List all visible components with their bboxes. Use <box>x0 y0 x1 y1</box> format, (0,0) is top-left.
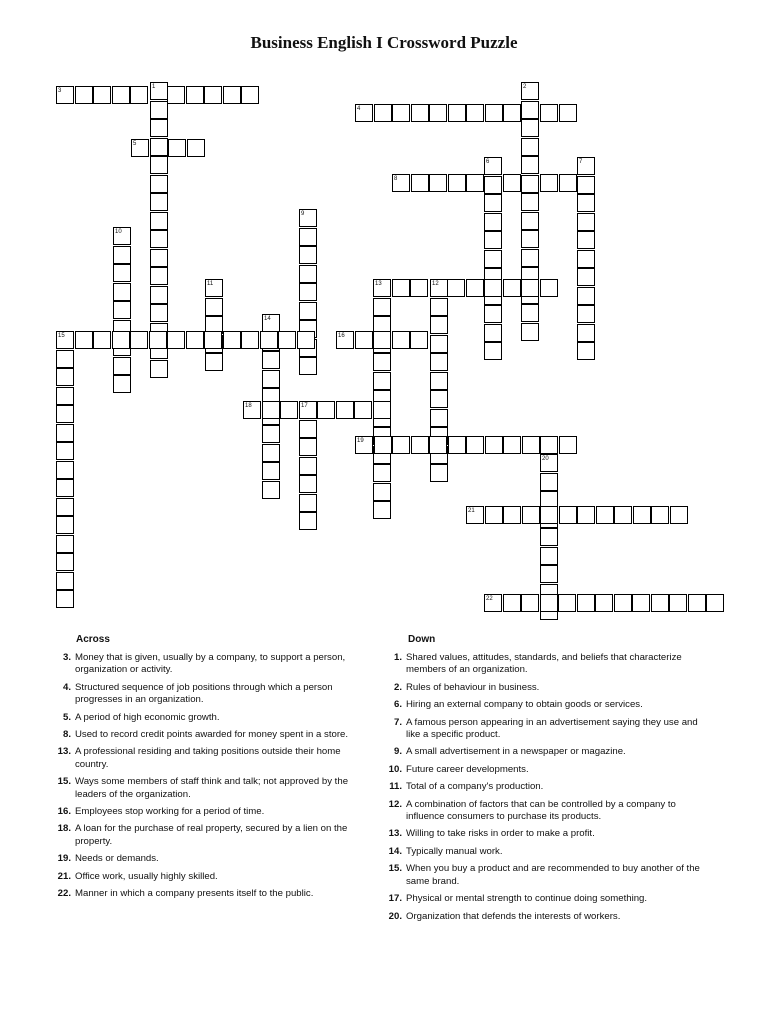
grid-cell[interactable] <box>299 512 317 530</box>
grid-cell[interactable] <box>56 442 74 460</box>
grid-number: 17 <box>301 403 308 409</box>
grid-cell[interactable] <box>540 528 558 546</box>
grid-cell[interactable] <box>558 594 576 612</box>
grid-cell[interactable] <box>56 461 74 479</box>
grid-cell[interactable] <box>223 331 241 349</box>
grid-cell[interactable] <box>167 86 185 104</box>
grid-number: 1 <box>152 84 156 90</box>
clue-text: A period of high economic growth. <box>75 711 220 723</box>
grid-cell[interactable] <box>297 331 315 349</box>
down-clue <box>378 863 704 888</box>
grid-cell[interactable] <box>466 174 484 192</box>
grid-cell[interactable] <box>150 212 168 230</box>
across-heading: Across <box>76 634 110 645</box>
grid-cell[interactable] <box>113 357 131 375</box>
grid-cell[interactable] <box>430 353 448 371</box>
down-clue-list <box>378 652 704 928</box>
grid-cell[interactable] <box>56 479 74 497</box>
grid-cell[interactable] <box>577 342 595 360</box>
grid-cell[interactable] <box>540 594 558 612</box>
across-clue <box>47 652 357 677</box>
grid-cell[interactable] <box>521 156 539 174</box>
grid-cell[interactable] <box>429 104 447 122</box>
grid-cell[interactable] <box>262 462 280 480</box>
grid-cell[interactable] <box>540 506 558 524</box>
grid-cell[interactable] <box>373 298 391 316</box>
across-clue <box>47 871 357 883</box>
grid-cell[interactable] <box>112 86 130 104</box>
grid-cell[interactable] <box>485 436 503 454</box>
grid-cell[interactable] <box>614 594 632 612</box>
clue-text: A professional residing and taking positions outside their home country. <box>75 746 341 770</box>
grid-cell[interactable] <box>466 279 484 297</box>
clue-number: 5. <box>62 711 71 723</box>
grid-cell[interactable] <box>633 506 651 524</box>
grid-cell[interactable] <box>430 390 448 408</box>
grid-cell[interactable] <box>540 547 558 565</box>
grid-cell[interactable] <box>354 401 372 419</box>
grid-cell[interactable] <box>262 425 280 443</box>
clue-number: 15. <box>57 776 71 788</box>
grid-cell[interactable] <box>540 104 558 122</box>
across-clue <box>47 806 357 818</box>
grid-cell[interactable] <box>150 156 168 174</box>
down-clue <box>378 911 704 923</box>
grid-cell[interactable] <box>521 323 539 341</box>
grid-number: 5 <box>133 141 137 147</box>
grid-cell[interactable] <box>150 286 168 304</box>
clue-number: 13. <box>57 746 71 758</box>
grid-cell[interactable] <box>484 305 502 323</box>
grid-cell[interactable] <box>56 572 74 590</box>
clue-number: 21. <box>57 870 71 882</box>
grid-cell[interactable] <box>241 331 259 349</box>
grid-cell[interactable] <box>262 444 280 462</box>
grid-cell[interactable] <box>374 436 392 454</box>
clue-text: When you buy a product and are recommended to buy another of the same brand. <box>406 863 700 887</box>
grid-cell[interactable] <box>299 494 317 512</box>
grid-cell[interactable] <box>56 350 74 368</box>
grid-cell[interactable] <box>540 436 558 454</box>
grid-cell[interactable] <box>430 316 448 334</box>
grid-number: 21 <box>468 508 475 514</box>
grid-cell[interactable] <box>373 401 391 419</box>
grid-cell[interactable] <box>485 104 503 122</box>
grid-cell[interactable] <box>150 249 168 267</box>
grid-cell[interactable] <box>521 175 539 193</box>
grid-cell[interactable] <box>392 331 410 349</box>
grid-number: 14 <box>264 316 271 322</box>
grid-cell[interactable] <box>373 464 391 482</box>
grid-number: 16 <box>338 333 345 339</box>
across-clue-list <box>47 652 357 906</box>
grid-cell[interactable] <box>113 264 131 282</box>
grid-cell[interactable] <box>521 279 539 297</box>
grid-cell[interactable] <box>521 594 539 612</box>
grid-cell[interactable] <box>466 104 484 122</box>
down-clue <box>378 799 704 824</box>
clue-number: 1. <box>393 652 402 663</box>
grid-cell[interactable] <box>262 401 280 419</box>
grid-cell[interactable] <box>299 475 317 493</box>
grid-cell[interactable] <box>56 553 74 571</box>
grid-number: 19 <box>357 438 364 444</box>
grid-number: 11 <box>207 281 214 287</box>
grid-cell[interactable] <box>577 250 595 268</box>
down-clue <box>378 828 704 840</box>
clue-text: Rules of behaviour in business. <box>406 681 540 693</box>
across-clue <box>47 682 357 707</box>
grid-number: 8 <box>394 176 398 182</box>
grid-cell[interactable] <box>577 268 595 286</box>
grid-cell[interactable] <box>262 370 280 388</box>
grid-cell[interactable] <box>577 506 595 524</box>
grid-cell[interactable] <box>448 104 466 122</box>
clue-number: 15. <box>388 863 402 875</box>
clue-text: Organization that defends the interests of workers. <box>406 910 621 922</box>
grid-number: 6 <box>486 159 490 165</box>
grid-cell[interactable] <box>56 405 74 423</box>
grid-cell[interactable] <box>56 424 74 442</box>
grid-cell[interactable] <box>373 483 391 501</box>
grid-cell[interactable] <box>204 331 222 349</box>
clue-number: 9. <box>393 746 402 758</box>
grid-cell[interactable] <box>150 267 168 285</box>
grid-cell[interactable] <box>150 119 168 137</box>
grid-cell[interactable] <box>632 594 650 612</box>
grid-cell[interactable] <box>429 174 447 192</box>
grid-cell[interactable] <box>521 230 539 248</box>
grid-cell[interactable] <box>484 250 502 268</box>
down-clue <box>378 893 704 905</box>
grid-cell[interactable] <box>299 457 317 475</box>
grid-cell[interactable] <box>430 335 448 353</box>
clue-number: 2. <box>393 681 402 693</box>
across-clue <box>47 729 357 741</box>
grid-cell[interactable] <box>299 283 317 301</box>
grid-number: 2 <box>523 84 527 90</box>
grid-cell[interactable] <box>688 594 706 612</box>
across-clue <box>47 776 357 801</box>
grid-cell[interactable] <box>540 279 558 297</box>
clue-text: Manner in which a company presents itself to the public. <box>75 888 314 900</box>
down-clue <box>378 746 704 758</box>
clue-number: 7. <box>393 716 402 728</box>
clue-text: A combination of factors that can be controlled by a company to influence consumers to purchase its products. <box>406 798 676 823</box>
grid-cell[interactable] <box>484 231 502 249</box>
clue-text: Future career developments. <box>406 763 529 775</box>
grid-cell[interactable] <box>56 498 74 516</box>
grid-number: 15 <box>58 333 65 339</box>
grid-cell[interactable] <box>373 353 391 371</box>
grid-cell[interactable] <box>150 304 168 322</box>
grid-cell[interactable] <box>374 104 392 122</box>
grid-cell[interactable] <box>577 594 595 612</box>
down-heading: Down <box>408 634 436 645</box>
grid-cell[interactable] <box>503 436 521 454</box>
grid-cell[interactable] <box>56 590 74 608</box>
grid-cell[interactable] <box>150 138 168 156</box>
grid-cell[interactable] <box>113 301 131 319</box>
grid-cell[interactable] <box>373 331 391 349</box>
grid-number: 13 <box>375 281 382 287</box>
grid-cell[interactable] <box>651 506 669 524</box>
grid-cell[interactable] <box>205 298 223 316</box>
grid-cell[interactable] <box>430 298 448 316</box>
across-clue <box>47 746 357 771</box>
grid-cell[interactable] <box>430 372 448 390</box>
grid-cell[interactable] <box>205 353 223 371</box>
across-clue <box>47 712 357 724</box>
grid-number: 3 <box>58 88 62 94</box>
grid-cell[interactable] <box>167 331 185 349</box>
grid-cell[interactable] <box>260 331 278 349</box>
clue-number: 18. <box>57 823 71 835</box>
clue-text: Shared values, attitudes, standards, and beliefs that characterize members of an organization. <box>406 652 682 676</box>
clue-text: Ways some members of staff think and talk; not approved by the leaders of the organization. <box>75 776 349 800</box>
grid-cell[interactable] <box>595 594 613 612</box>
clue-number: 22. <box>57 888 71 900</box>
grid-cell[interactable] <box>112 331 130 349</box>
clue-number: 13. <box>388 828 402 840</box>
grid-cell[interactable] <box>429 436 447 454</box>
grid-cell[interactable] <box>262 481 280 499</box>
clue-number: 10. <box>388 763 402 775</box>
grid-cell[interactable] <box>430 409 448 427</box>
grid-cell[interactable] <box>484 194 502 212</box>
grid-cell[interactable] <box>186 331 204 349</box>
grid-cell[interactable] <box>56 516 74 534</box>
grid-cell[interactable] <box>150 101 168 119</box>
grid-cell[interactable] <box>447 279 465 297</box>
grid-cell[interactable] <box>392 104 410 122</box>
grid-cell[interactable] <box>130 331 148 349</box>
grid-cell[interactable] <box>392 279 410 297</box>
clue-number: 19. <box>57 853 71 865</box>
clue-number: 12. <box>388 798 402 810</box>
grid-cell[interactable] <box>577 213 595 231</box>
grid-cell[interactable] <box>168 139 186 157</box>
grid-cell[interactable] <box>278 331 296 349</box>
grid-cell[interactable] <box>299 357 317 375</box>
grid-cell[interactable] <box>503 174 521 192</box>
grid-number: 10 <box>115 229 122 235</box>
grid-cell[interactable] <box>559 174 577 192</box>
clue-number: 4. <box>62 681 71 693</box>
clue-number: 20. <box>388 910 402 922</box>
grid-cell[interactable] <box>130 86 148 104</box>
grid-cell[interactable] <box>411 174 429 192</box>
grid-cell[interactable] <box>56 535 74 553</box>
clue-number: 17. <box>388 893 402 905</box>
grid-cell[interactable] <box>484 342 502 360</box>
grid-cell[interactable] <box>75 331 93 349</box>
grid-cell[interactable] <box>410 331 428 349</box>
clue-text: A loan for the purchase of real property, secured by a lien on the property. <box>75 823 348 847</box>
grid-cell[interactable] <box>577 324 595 342</box>
grid-cell[interactable] <box>521 119 539 137</box>
grid-cell[interactable] <box>299 302 317 320</box>
grid-cell[interactable] <box>521 304 539 322</box>
across-clue <box>47 853 357 865</box>
grid-cell[interactable] <box>521 212 539 230</box>
page-title: Business English I Crossword Puzzle <box>250 33 518 52</box>
grid-cell[interactable] <box>113 375 131 393</box>
grid-cell[interactable] <box>299 438 317 456</box>
grid-cell[interactable] <box>75 86 93 104</box>
grid-cell[interactable] <box>559 104 577 122</box>
grid-cell[interactable] <box>187 139 205 157</box>
grid-cell[interactable] <box>241 86 259 104</box>
grid-cell[interactable] <box>669 594 687 612</box>
grid-number: 18 <box>245 403 252 409</box>
grid-cell[interactable] <box>503 594 521 612</box>
grid-cell[interactable] <box>559 506 577 524</box>
grid-cell[interactable] <box>392 436 410 454</box>
clue-text: Money that is given, usually by a company, to support a person, organization or activity. <box>75 652 346 676</box>
grid-number: 9 <box>301 211 305 217</box>
grid-cell[interactable] <box>93 331 111 349</box>
grid-cell[interactable] <box>521 138 539 156</box>
grid-cell[interactable] <box>484 213 502 231</box>
grid-cell[interactable] <box>149 331 167 349</box>
grid-cell[interactable] <box>355 331 373 349</box>
grid-cell[interactable] <box>262 351 280 369</box>
grid-cell[interactable] <box>448 174 466 192</box>
down-clue <box>378 652 704 677</box>
clue-text: Used to record credit points awarded for money spent in a store. <box>75 729 349 741</box>
grid-cell[interactable] <box>522 506 540 524</box>
grid-cell[interactable] <box>522 436 540 454</box>
grid-cell[interactable] <box>411 436 429 454</box>
grid-cell[interactable] <box>577 194 595 212</box>
grid-cell[interactable] <box>448 436 466 454</box>
grid-cell[interactable] <box>503 104 521 122</box>
grid-cell[interactable] <box>521 101 539 119</box>
clue-text: Needs or demands. <box>75 853 159 865</box>
grid-cell[interactable] <box>113 283 131 301</box>
grid-cell[interactable] <box>204 86 222 104</box>
grid-cell[interactable] <box>223 86 241 104</box>
down-clue <box>378 717 704 742</box>
grid-cell[interactable] <box>540 473 558 491</box>
grid-cell[interactable] <box>485 506 503 524</box>
grid-cell[interactable] <box>299 246 317 264</box>
clue-text: Office work, usually highly skilled. <box>75 870 218 882</box>
clue-number: 11. <box>389 781 402 793</box>
clue-number: 3. <box>62 652 71 663</box>
grid-cell[interactable] <box>484 176 502 194</box>
clue-text: Hiring an external company to obtain goods or services. <box>406 699 643 711</box>
grid-cell[interactable] <box>373 501 391 519</box>
grid-cell[interactable] <box>577 305 595 323</box>
grid-cell[interactable] <box>484 279 502 297</box>
grid-cell[interactable] <box>559 436 577 454</box>
grid-cell[interactable] <box>150 360 168 378</box>
grid-cell[interactable] <box>373 372 391 390</box>
down-clue <box>378 682 704 694</box>
grid-number: 20 <box>542 456 549 462</box>
grid-cell[interactable] <box>577 287 595 305</box>
grid-cell[interactable] <box>521 193 539 211</box>
grid-cell[interactable] <box>521 249 539 267</box>
clue-number: 8. <box>62 729 71 741</box>
grid-number: 4 <box>357 106 361 112</box>
down-clue <box>378 846 704 858</box>
clue-text: Physical or mental strength to continue doing something. <box>406 893 648 905</box>
grid-cell[interactable] <box>577 231 595 249</box>
grid-cell[interactable] <box>299 265 317 283</box>
clue-text: Structured sequence of job positions through which a person progresses in an organization. <box>75 681 333 706</box>
clue-text: Typically manual work. <box>406 845 503 857</box>
grid-cell[interactable] <box>56 387 74 405</box>
grid-number: 7 <box>579 159 583 165</box>
grid-cell[interactable] <box>411 104 429 122</box>
grid-cell[interactable] <box>540 174 558 192</box>
clue-number: 6. <box>393 699 402 711</box>
grid-cell[interactable] <box>336 401 354 419</box>
grid-number: 22 <box>486 596 493 602</box>
grid-cell[interactable] <box>150 175 168 193</box>
grid-cell[interactable] <box>706 594 724 612</box>
grid-cell[interactable] <box>651 594 669 612</box>
down-clue <box>378 764 704 776</box>
down-clue <box>378 699 704 711</box>
grid-cell[interactable] <box>56 368 74 386</box>
grid-cell[interactable] <box>670 506 688 524</box>
grid-cell[interactable] <box>186 86 204 104</box>
down-clue <box>378 781 704 793</box>
grid-cell[interactable] <box>280 401 298 419</box>
grid-cell[interactable] <box>577 176 595 194</box>
grid-number: 12 <box>432 281 439 287</box>
grid-cell[interactable] <box>540 565 558 583</box>
clue-number: 14. <box>388 845 402 857</box>
clue-text: Total of a company's production. <box>406 781 544 793</box>
grid-cell[interactable] <box>596 506 614 524</box>
grid-cell[interactable] <box>410 279 428 297</box>
grid-cell[interactable] <box>430 464 448 482</box>
grid-cell[interactable] <box>93 86 111 104</box>
grid-cell[interactable] <box>150 193 168 211</box>
clue-number: 16. <box>57 806 71 818</box>
grid-cell[interactable] <box>503 506 521 524</box>
grid-cell[interactable] <box>299 228 317 246</box>
across-clue <box>47 888 357 900</box>
grid-cell[interactable] <box>150 230 168 248</box>
grid-cell[interactable] <box>113 246 131 264</box>
grid-cell[interactable] <box>299 420 317 438</box>
grid-cell[interactable] <box>466 436 484 454</box>
across-clue <box>47 823 357 848</box>
grid-cell[interactable] <box>503 279 521 297</box>
clue-text: Employees stop working for a period of time. <box>75 806 265 818</box>
clue-text: A famous person appearing in an advertisement saying they use and like a specific product. <box>406 716 698 741</box>
clue-text: A small advertisement in a newspaper or magazine. <box>406 746 626 758</box>
clue-text: Willing to take risks in order to make a profit. <box>406 828 595 840</box>
grid-cell[interactable] <box>484 324 502 342</box>
grid-cell[interactable] <box>317 401 335 419</box>
grid-cell[interactable] <box>614 506 632 524</box>
